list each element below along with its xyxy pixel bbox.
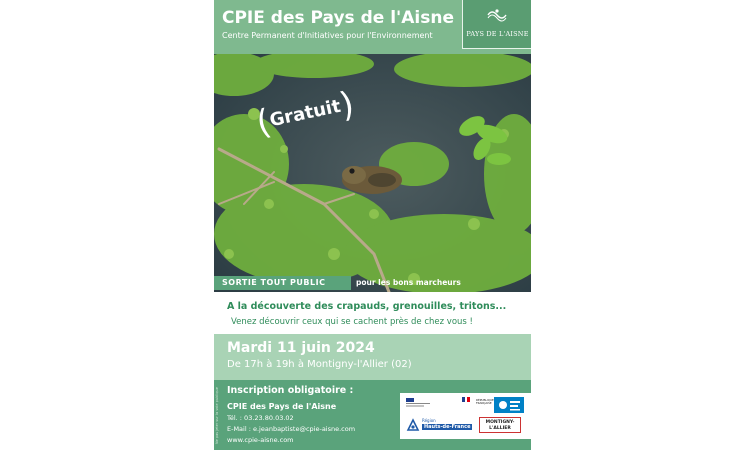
teaser-section xyxy=(214,292,531,334)
event-date: Mardi 11 juin 2024 xyxy=(227,340,375,356)
contact-organization: CPIE des Pays de l'Aisne xyxy=(227,402,337,411)
event-poster xyxy=(214,0,531,450)
ofb-logo xyxy=(494,397,524,413)
republique-label: RÉPUBLIQUE FRANÇAISE xyxy=(476,398,494,406)
paren-close: ) xyxy=(336,84,358,127)
side-credit: Ne pas jeter sur la voie publique xyxy=(215,387,219,444)
cpie-logo xyxy=(462,0,531,49)
french-flag-icon xyxy=(462,397,470,402)
contact-footer xyxy=(214,380,531,450)
cpie-logo-icon xyxy=(487,8,507,22)
audience-band xyxy=(214,276,531,290)
frog-photo xyxy=(214,54,531,292)
event-time-place: De 17h à 19h à Montigny-l'Allier (02) xyxy=(227,359,412,370)
prefecture-logo xyxy=(406,398,432,408)
date-section xyxy=(214,334,531,380)
organization-title: CPIE des Pays de l'Aisne xyxy=(222,8,454,28)
contact-email: E-Mail : e.jeanbaptiste@cpie-aisne.com xyxy=(227,425,356,433)
region-prefix: Région xyxy=(422,418,436,423)
audience-tag: SORTIE TOUT PUBLIC xyxy=(214,276,351,290)
commune-name: MONTIGNY-L'ALLIER xyxy=(485,420,515,431)
contact-phone: Tél. : 03.23.80.03.02 xyxy=(227,414,294,422)
frog xyxy=(342,166,402,194)
logo-label: PAYS DE L'AISNE xyxy=(466,30,529,38)
contact-website: www.cpie-aisne.com xyxy=(227,436,294,444)
registration-title: Inscription obligatoire : xyxy=(227,385,354,396)
teaser-title: A la découverte des crapauds, grenouilles, tritons... xyxy=(227,301,507,312)
region-mark-icon xyxy=(406,418,420,432)
partner-logos xyxy=(400,393,531,439)
pond-illustration xyxy=(214,54,531,292)
difficulty-note: pour les bons marcheurs xyxy=(356,278,461,287)
region-name: Hauts-de-France xyxy=(424,424,471,430)
paren-open: ( xyxy=(252,101,275,144)
free-label: Gratuit xyxy=(267,95,343,132)
commune-logo xyxy=(479,417,521,433)
teaser-subtitle: Venez découvrir ceux qui se cachent près de chez vous ! xyxy=(231,317,473,327)
region-logo xyxy=(406,417,472,433)
organization-subtitle: Centre Permanent d'Initiatives pour l'Environnement xyxy=(222,31,433,40)
poster-header xyxy=(214,0,531,54)
